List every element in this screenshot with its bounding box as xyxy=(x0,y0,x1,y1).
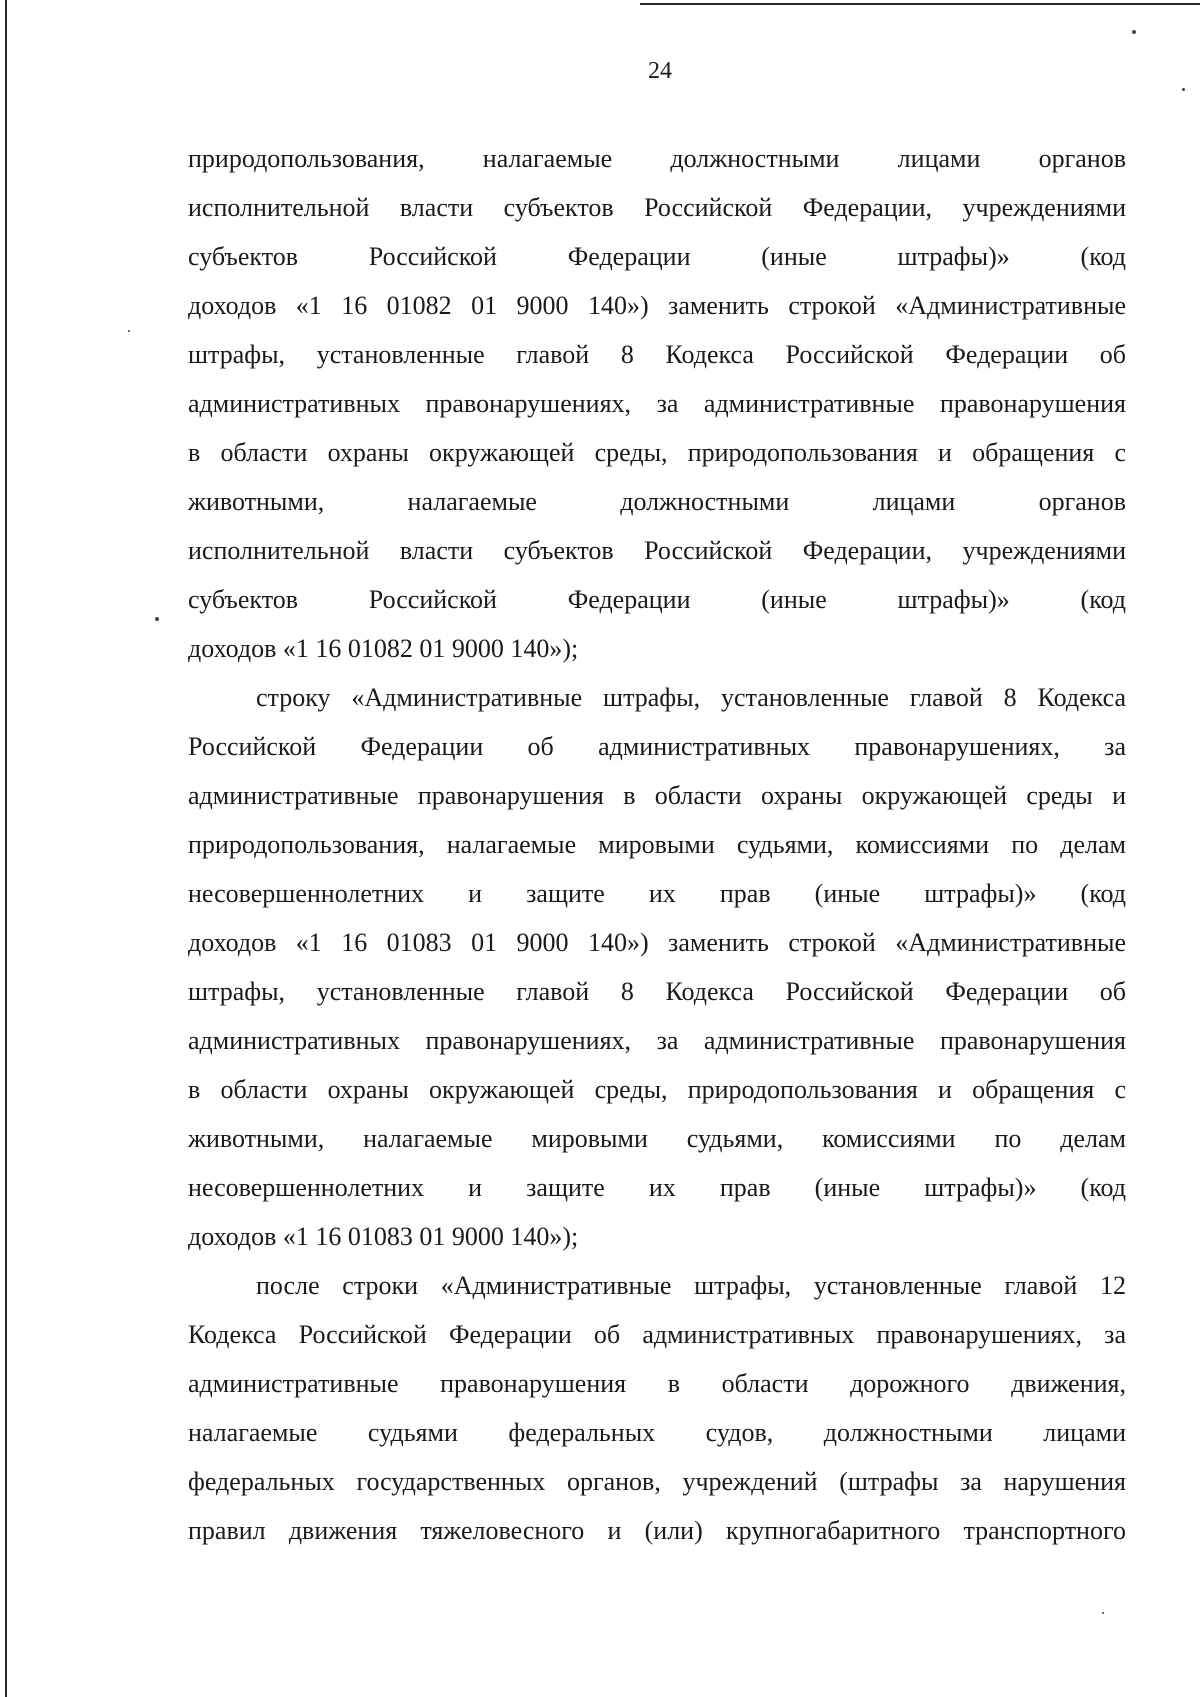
text-line: животными, налагаемые должностными лицами органов xyxy=(188,487,1126,516)
scan-speck xyxy=(155,617,159,621)
text-line: налагаемые судьями федеральных судов, должностными лицами xyxy=(188,1418,1126,1447)
text-line: доходов «1 16 01083 01 9000 140»); xyxy=(188,1222,579,1251)
text-line: несовершеннолетних и защите их прав (иные штрафы)» (код xyxy=(188,1173,1126,1202)
text-line: Кодекса Российской Федерации об административных правонарушениях, за xyxy=(188,1320,1126,1349)
text-line: доходов «1 16 01082 01 9000 140»); xyxy=(188,634,579,663)
text-line: животными, налагаемые мировыми судьями, комиссиями по делам xyxy=(188,1124,1126,1153)
text-line: исполнительной власти субъектов Российской Федерации, учреждениями xyxy=(188,536,1126,565)
page-number: 24 xyxy=(648,58,672,84)
text-line: исполнительной власти субъектов Российской Федерации, учреждениями xyxy=(188,193,1126,222)
text-line: административных правонарушениях, за административные правонарушения xyxy=(188,389,1126,418)
text-line: административные правонарушения в области охраны окружающей среды и xyxy=(188,781,1126,810)
text-line: природопользования, налагаемые мировыми судьями, комиссиями по делам xyxy=(188,830,1126,859)
text-line: федеральных государственных органов, учреждений (штрафы за нарушения xyxy=(188,1467,1126,1496)
text-line: несовершеннолетних и защите их прав (иные штрафы)» (код xyxy=(188,879,1126,908)
text-line: штрафы, установленные главой 8 Кодекса Российской Федерации об xyxy=(188,340,1126,369)
text-line: доходов «1 16 01083 01 9000 140») заменить строкой «Административные xyxy=(188,928,1126,957)
scan-speck xyxy=(128,330,130,332)
text-line: доходов «1 16 01082 01 9000 140») заменить строкой «Административные xyxy=(188,291,1126,320)
scan-speck xyxy=(1102,1612,1104,1614)
text-line: Российской Федерации об административных правонарушениях, за xyxy=(188,732,1126,761)
paragraph-first-line: после строки «Административные штрафы, установленные главой 12 xyxy=(256,1271,1126,1300)
text-line: в области охраны окружающей среды, природопользования и обращения с xyxy=(188,438,1126,467)
text-line: субъектов Российской Федерации (иные штрафы)» (код xyxy=(188,242,1126,271)
text-line: правил движения тяжеловесного и (или) крупногабаритного транспортного xyxy=(188,1516,1126,1545)
paragraph-first-line: строку «Административные штрафы, установленные главой 8 Кодекса xyxy=(256,683,1126,712)
text-line: субъектов Российской Федерации (иные штрафы)» (код xyxy=(188,585,1126,614)
text-line: административных правонарушениях, за административные правонарушения xyxy=(188,1026,1126,1055)
scan-border-top xyxy=(640,3,1200,5)
scan-speck xyxy=(1182,88,1185,91)
scan-speck xyxy=(1132,30,1136,34)
text-line: природопользования, налагаемые должностными лицами органов xyxy=(188,144,1126,173)
scan-border-left xyxy=(5,0,7,1697)
text-line: административные правонарушения в области дорожного движения, xyxy=(188,1369,1126,1398)
text-line: в области охраны окружающей среды, природопользования и обращения с xyxy=(188,1075,1126,1104)
text-line: штрафы, установленные главой 8 Кодекса Российской Федерации об xyxy=(188,977,1126,1006)
